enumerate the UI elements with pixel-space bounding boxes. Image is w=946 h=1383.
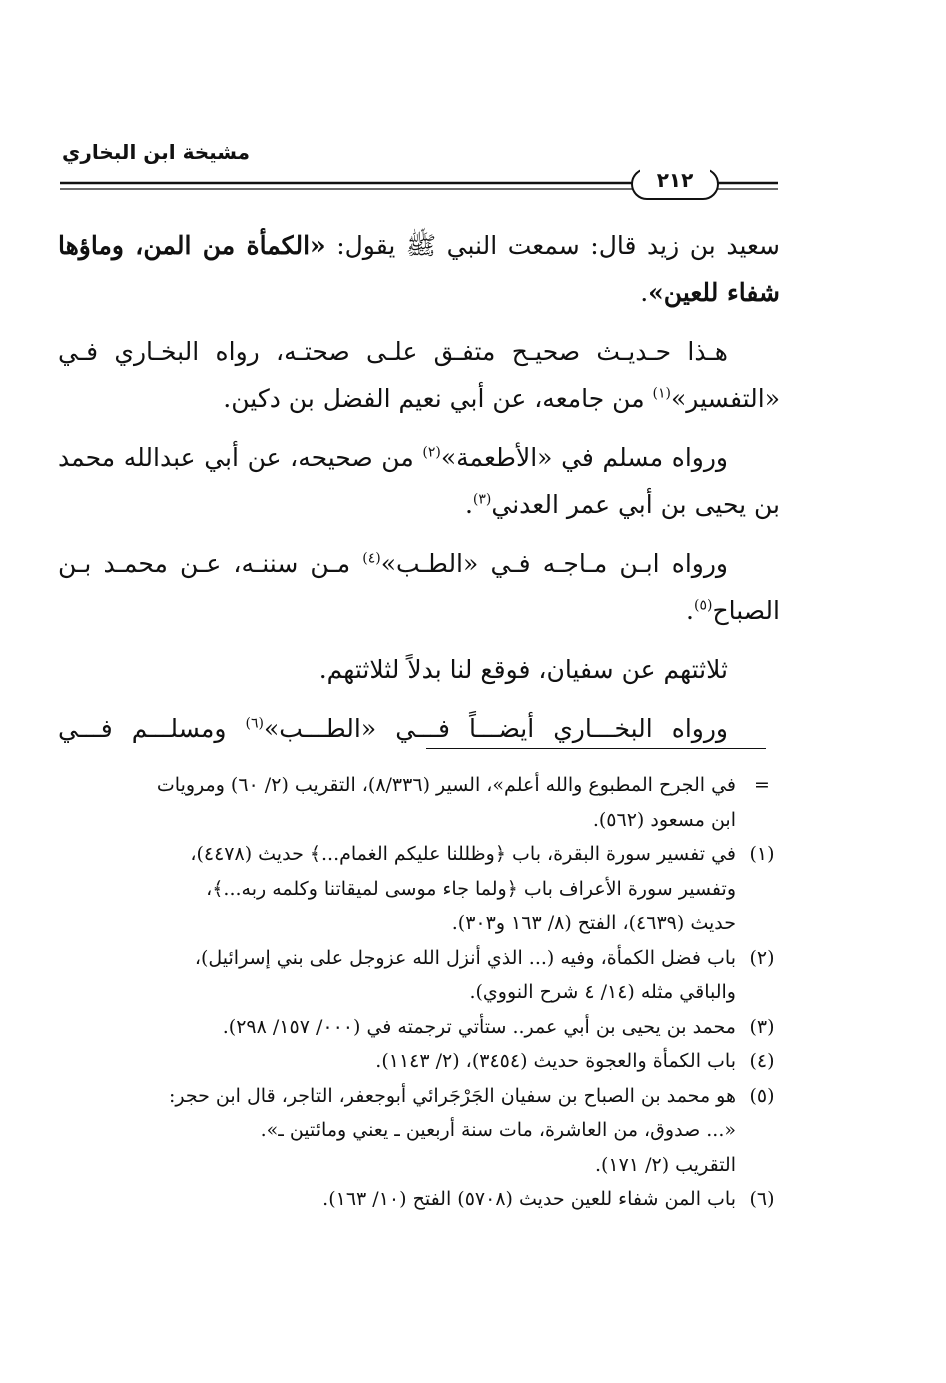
text-run: هـذا حـديـث صحيـح متفـق علـى صحتـه، رواه البخـاري فـي «التفسير»: [58, 337, 780, 413]
footnote-line: «... صدوق، من العاشرة، مات سنة أربعين ـ يعني ومائتين ـ».: [260, 1119, 736, 1141]
footnote-text: [58, 837, 736, 941]
footnote-text: [58, 941, 736, 1010]
paragraph: [58, 328, 780, 422]
footnote-text: [58, 1182, 736, 1217]
footnote-line: والباقي مثله (١٤/ ٤ شرح النووي).: [469, 981, 736, 1003]
footnote-line: محمد بن يحيى بن أبي عمر.. ستأتي ترجمته في (٠٠٠/ ١٥٧/ ٢٩٨).: [222, 1015, 736, 1038]
text-run: سعيد بن زيد قال: سمعت النبي ﷺ يقول:: [325, 231, 780, 260]
footnote-line: باب الكمأة والعجوة حديث (٣٤٥٤)، (٢/ ١١٤٣).: [375, 1050, 736, 1072]
footnote-marker: (١): [749, 843, 775, 865]
footnote-separator: [426, 748, 766, 749]
paragraph: [58, 434, 780, 528]
footnote-marker: =: [754, 774, 770, 796]
footnote-marker: (٥): [749, 1084, 775, 1107]
paragraph: [58, 222, 780, 316]
footnote-ref[interactable]: (٦): [245, 715, 264, 732]
footnote-line: باب المن شفاء للعين حديث (٥٧٠٨) الفتح (١٠/ ١٦٣).: [322, 1188, 736, 1210]
footnote: [58, 1182, 788, 1217]
text-run: من صحيحه، عن أبي عبدالله محمد بن يحيى بن أبي عمر العدني: [58, 443, 780, 519]
text-run: .: [686, 596, 694, 625]
text-run: ورواه ابـن مـاجـه فـي «الطـب»: [380, 549, 729, 578]
text-run: .: [640, 278, 649, 307]
paragraph: [58, 540, 780, 634]
text-run: .: [464, 490, 473, 519]
footnote: [58, 941, 788, 1010]
footnote: [58, 1010, 788, 1045]
footnote-text: [58, 1044, 736, 1079]
running-head-title: مشيخة ابن البخاري: [62, 140, 251, 164]
footnote-line: في تفسير سورة البقرة، باب ﴿وظللنا عليكم الغمام...﴾ حديث (٤٤٧٨)،: [190, 843, 736, 865]
footnote: [58, 837, 788, 941]
footnote-line: حديث (٤٦٣٩)، الفتح (٨/ ١٦٣ و٣٠٣).: [451, 912, 736, 934]
footnote-ref[interactable]: (٣): [472, 491, 492, 508]
footnote-line: ابن مسعود (٥٦٢).: [592, 808, 736, 831]
footnote-ref[interactable]: (٤): [362, 550, 381, 567]
hadith-quote: «الكمأة من المن، وماؤها شفاء للعين»: [58, 231, 780, 307]
footnote-marker: (٢): [749, 946, 775, 969]
footnote-marker: (٦): [749, 1188, 775, 1210]
footnote-marker: (٣): [749, 1015, 775, 1038]
paragraph: ثلاثتهم عن سفيان، فوقع لنا بدلاً لثلاثتهم.: [318, 655, 728, 684]
footnote-line: في الجرح المطبوع والله أعلم»، السير (٨/٣٣٦)، التقريب (٢/ ٦٠) ومرويات: [156, 774, 736, 796]
text-run: ورواه البخـــاري أيضـــاً فـــي «الطـــب»: [263, 714, 728, 743]
footnote-line: هو محمد بن الصباح بن سفيان الجَرْجَرائي أبوجعفر، التاجر، قال ابن حجر:: [168, 1084, 736, 1107]
footnote-text: [58, 768, 736, 837]
page-number: ٢١٢: [640, 165, 710, 195]
text-run: ومسلـــم فـــي: [58, 714, 246, 743]
text-run: من جامعه، عن أبي نعيم الفضل بن دكين.: [223, 384, 653, 413]
footnotes: [58, 768, 788, 1217]
text-run: مـن سننـه، عـن محمـد بـن الصباح: [58, 549, 780, 625]
paragraph: [58, 705, 780, 752]
text-run: ورواه مسلم في «الأطعمة»: [440, 443, 728, 472]
footnote-line: التقريب (٢/ ١٧١).: [594, 1153, 736, 1176]
footnote-text: [58, 1079, 736, 1183]
main-text: [58, 222, 780, 764]
footnote-ref[interactable]: (٥): [693, 597, 713, 614]
footnote: [58, 768, 788, 837]
footnote-line: وتفسير سورة الأعراف باب ﴿ولما جاء موسى لميقاتنا وكلمه ربه...﴾،: [206, 877, 736, 900]
footnote: [58, 1044, 788, 1079]
footnote-line: باب فضل الكمأة، وفيه (... الذي أنزل الله عزوجل على بني إسرائيل)،: [194, 946, 736, 969]
footnote-ref[interactable]: (١): [652, 385, 672, 402]
footnote-marker: (٤): [749, 1050, 775, 1072]
footnote: [58, 1079, 788, 1183]
footnote-ref[interactable]: (٢): [422, 444, 441, 461]
footnote-text: [58, 1010, 736, 1045]
